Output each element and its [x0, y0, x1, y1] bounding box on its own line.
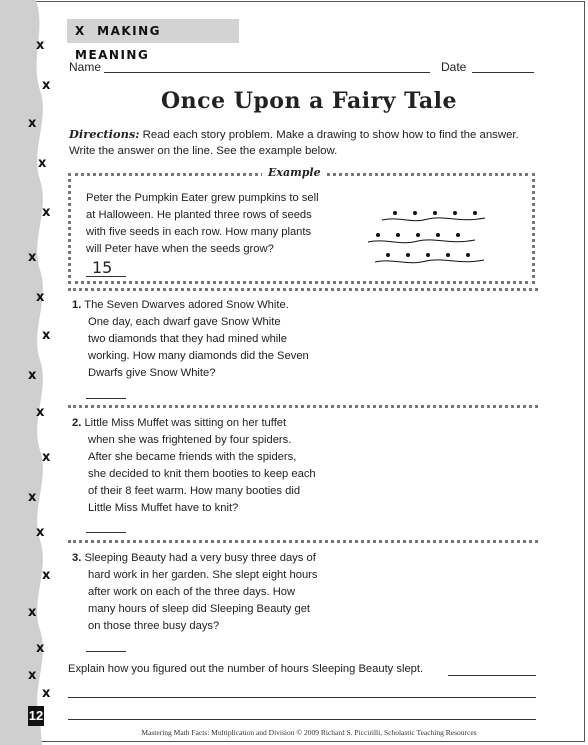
problem-line: after work on each of the three days. How — [88, 586, 296, 598]
problem-line: Little Miss Muffet have to knit? — [88, 502, 239, 514]
problem-line: she decided to knit them booties to keep each — [88, 468, 316, 480]
footer-credit: Mastering Math Facts: Multiplication and Division © 2009 Richard S. Piccirilli, Scholastic Teaching Resources — [141, 728, 477, 737]
sidebar-x-mark: x — [28, 605, 37, 620]
explain-prompt: Explain how you figured out the number of hours Sleeping Beauty slept. — [68, 663, 424, 675]
directions-text: Read each story problem. Make a drawing to show how to find the answer. Write the answer on the line. See the example below. — [69, 129, 519, 157]
problem-line: two diamonds that they had mined while — [88, 333, 288, 345]
section-banner — [67, 19, 239, 62]
sidebar-x-mark: x — [36, 405, 45, 420]
sidebar-x-mark: x — [36, 641, 45, 656]
example-answer-line — [86, 276, 126, 277]
separator — [68, 540, 538, 543]
date-field[interactable] — [472, 72, 534, 73]
separator — [68, 288, 538, 291]
problem-1 — [72, 297, 362, 382]
example-line: with five seeds in each row. How many plants — [86, 226, 312, 238]
sidebar-x-mark: x — [42, 686, 51, 701]
problem-number: 2. — [72, 417, 82, 429]
example-label: Example — [262, 166, 327, 179]
answer-line-2[interactable] — [86, 532, 126, 533]
sidebar-x-mark: x — [28, 368, 37, 383]
sidebar-x-mark: x — [42, 450, 51, 465]
example-line: will Peter have when the seeds grow? — [86, 243, 274, 255]
sidebar-x-mark: x — [28, 116, 37, 131]
sidebar-x-mark: x — [42, 568, 51, 583]
problem-line: After she became friends with the spiders, — [88, 451, 297, 463]
directions — [69, 127, 539, 159]
sidebar-x-mark: x — [42, 328, 51, 343]
answer-line-3[interactable] — [86, 651, 126, 652]
problem-2 — [72, 415, 372, 517]
name-label: Name — [69, 60, 102, 74]
example-line: at Halloween. He planted three rows of seeds — [86, 209, 312, 221]
sidebar-x-mark: x — [42, 78, 51, 93]
problem-line: when she was frightened by four spiders. — [88, 434, 292, 446]
page-title: Once Upon a Fairy Tale — [161, 88, 457, 114]
problem-line: of their 8 feet warm. How many booties did — [88, 485, 301, 497]
banner-title: MAKING MEANING — [75, 24, 162, 62]
problem-line: Dwarfs give Snow White? — [88, 367, 216, 379]
explain-line[interactable] — [68, 697, 536, 698]
seed-rows-drawing — [360, 205, 500, 270]
directions-label: Directions: — [69, 127, 140, 141]
problem-line: Sleeping Beauty had a very busy three days of — [84, 552, 316, 564]
problem-line: Little Miss Muffet was sitting on her tuffet — [84, 417, 287, 429]
sidebar-x-mark: x — [36, 525, 45, 540]
problem-number: 1. — [72, 299, 82, 311]
page-number: 12 — [28, 706, 44, 726]
date-label: Date — [441, 60, 467, 74]
sidebar-x-mark: x — [28, 668, 37, 683]
problem-line: hard work in her garden. She slept eight hours — [88, 569, 318, 581]
problem-line: on those three busy days? — [88, 620, 220, 632]
problem-line: One day, each dwarf gave Snow White — [88, 316, 281, 328]
sidebar-x-mark: x — [36, 290, 45, 305]
example-text — [86, 190, 346, 258]
problem-line: The Seven Dwarves adored Snow White. — [84, 299, 289, 311]
sidebar-x-mark: x — [28, 250, 37, 265]
separator — [68, 405, 538, 408]
problem-3 — [72, 550, 372, 635]
problem-number: 3. — [72, 552, 82, 564]
name-field[interactable] — [104, 72, 430, 73]
sidebar-x-mark: x — [28, 490, 37, 505]
explain-line[interactable] — [448, 675, 536, 676]
example-answer: 15 — [92, 258, 113, 277]
problem-line: many hours of sleep did Sleeping Beauty get — [88, 603, 311, 615]
example-line: Peter the Pumpkin Eater grew pumpkins to sell — [86, 192, 319, 204]
problem-line: working. How many diamonds did the Seven — [88, 350, 309, 362]
sidebar-x-mark: x — [38, 156, 47, 171]
banner-x-mark: X — [75, 24, 86, 38]
sidebar-x-mark: x — [36, 38, 45, 53]
answer-line-1[interactable] — [86, 398, 126, 399]
explain-line[interactable] — [68, 719, 536, 720]
sidebar-x-mark: x — [42, 205, 51, 220]
